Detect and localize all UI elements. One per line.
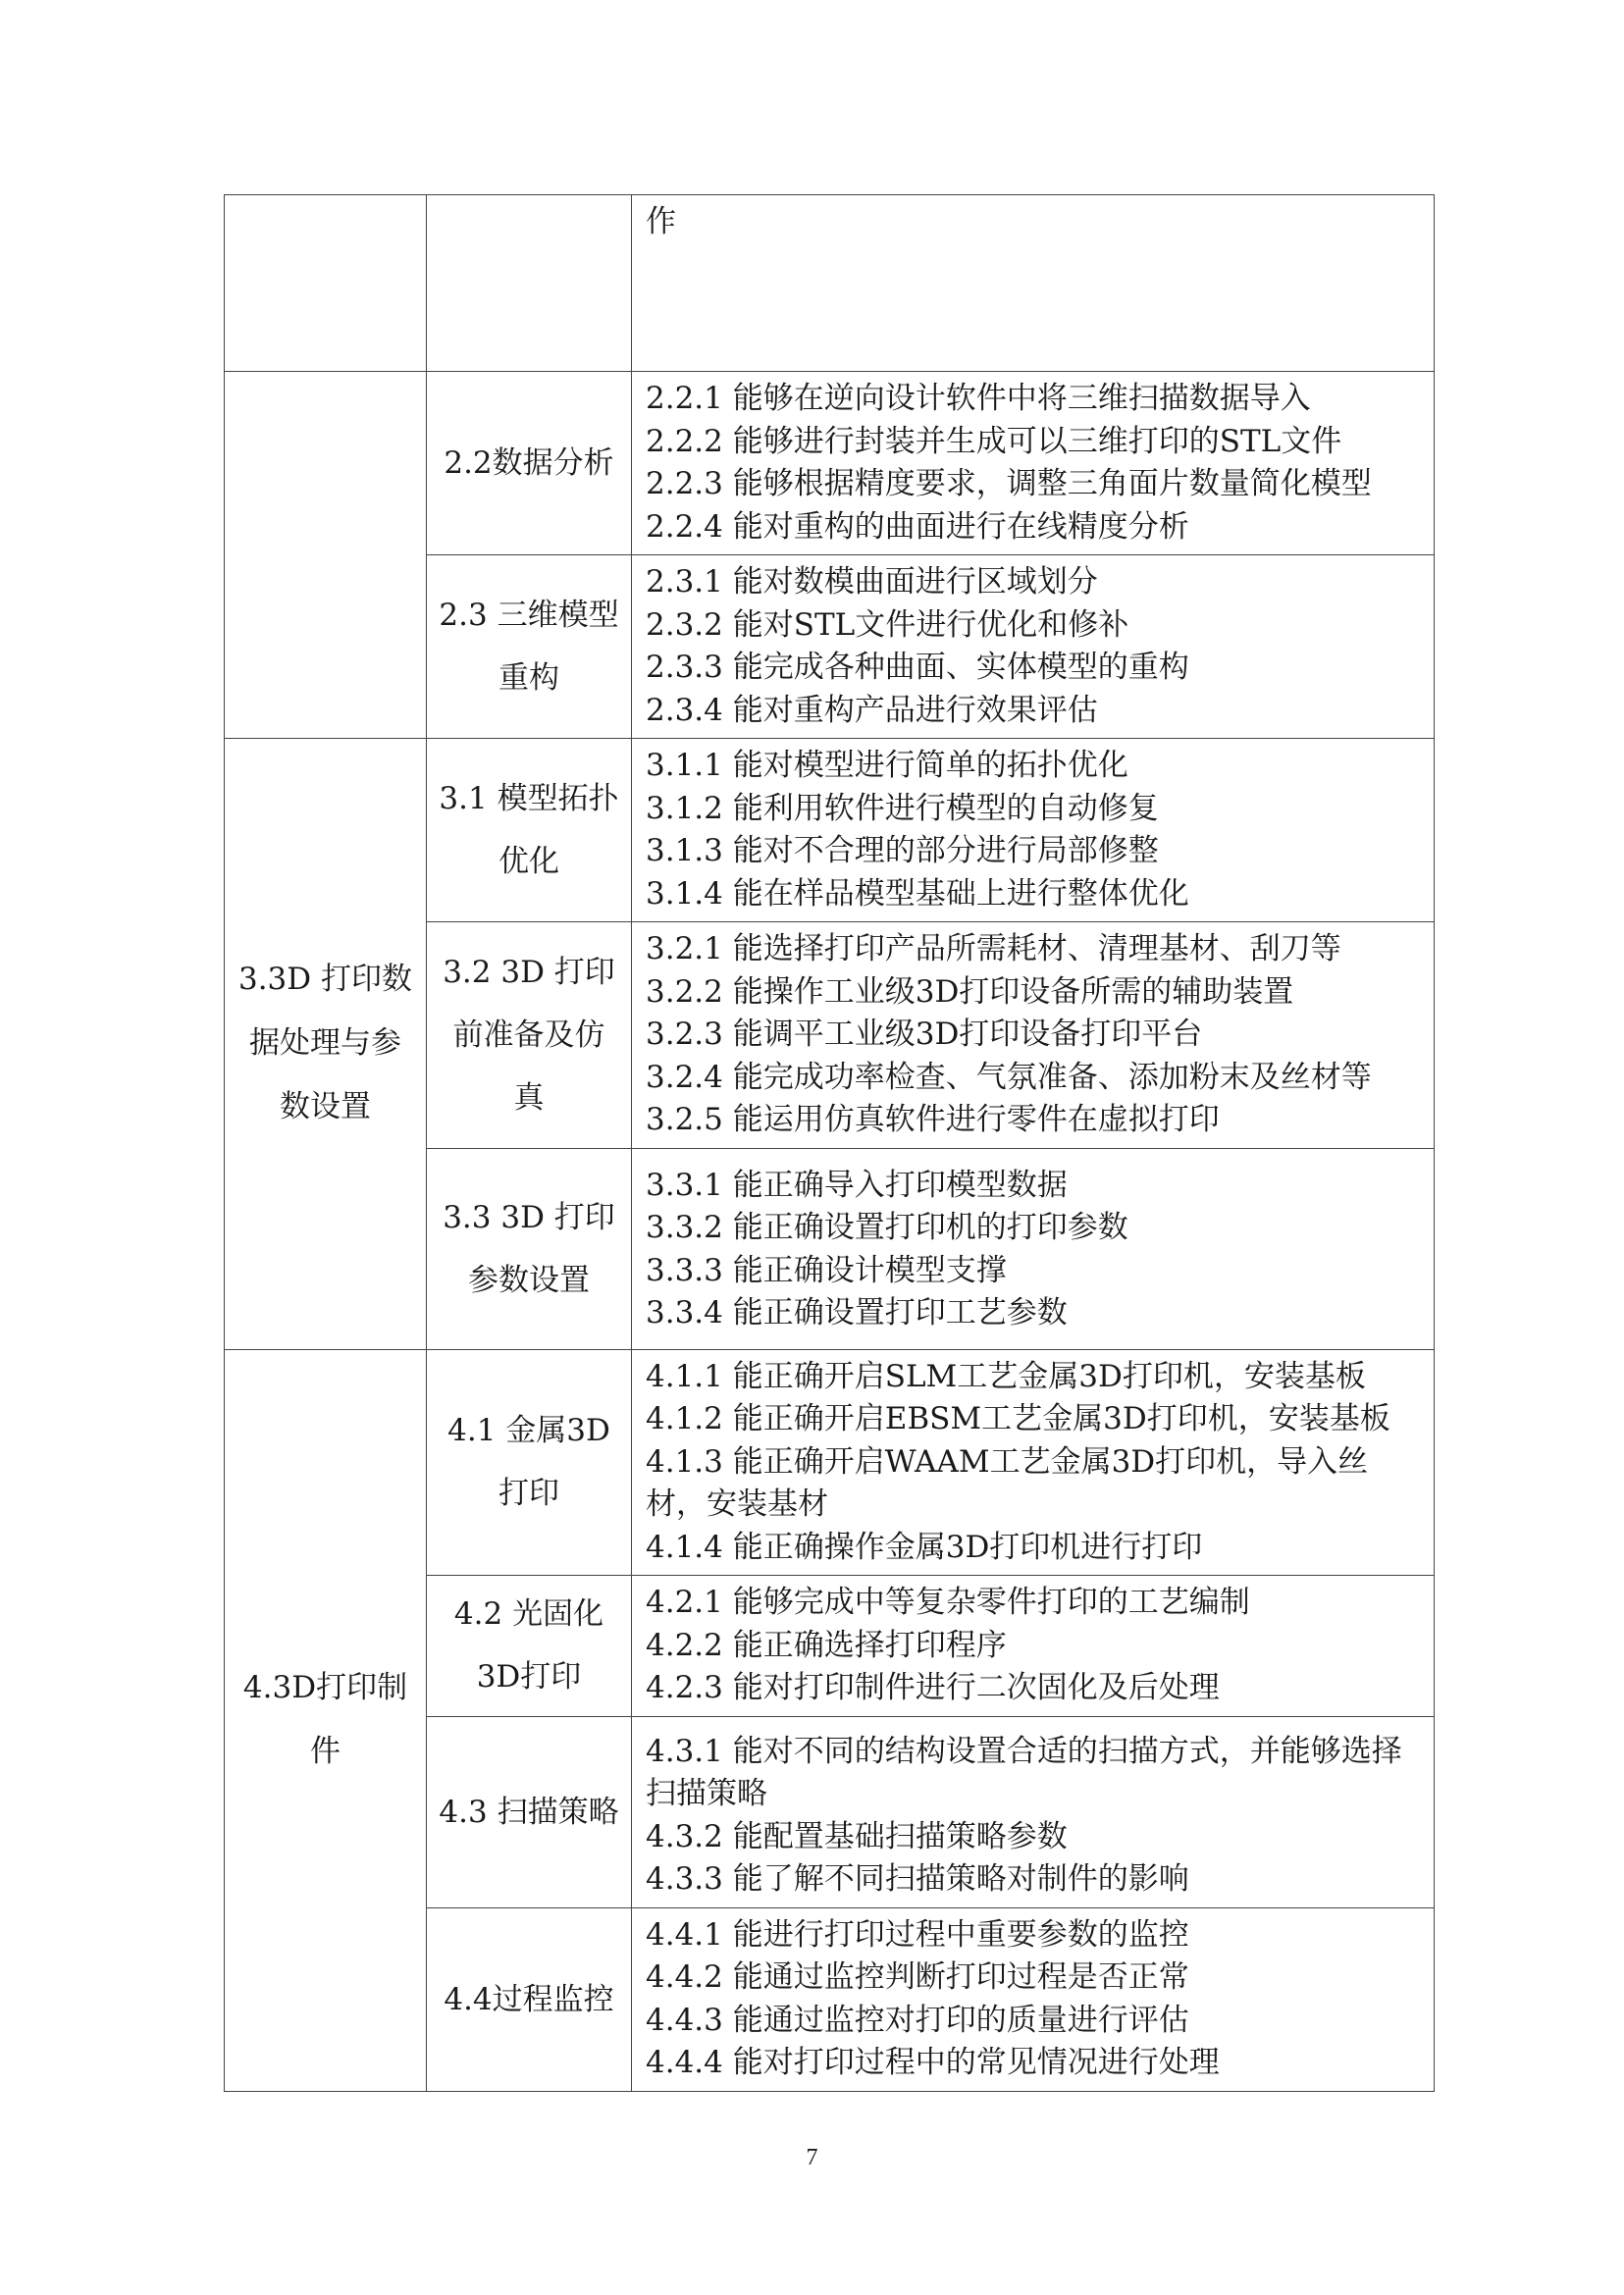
list-item: 4.2.1 能够完成中等复杂零件打印的工艺编制	[646, 1585, 1250, 1620]
continued-text: 作	[632, 195, 1435, 372]
table-row	[225, 372, 1435, 555]
section-title: 4.2 光固化3D打印	[427, 1576, 632, 1717]
table-row	[225, 739, 1435, 922]
item-list	[632, 1576, 1435, 1717]
section-title: 2.2数据分析	[427, 372, 632, 555]
list-item: 4.1.4 能正确操作金属3D打印机进行打印	[646, 1529, 1203, 1565]
list-item: 4.1.1 能正确开启SLM工艺金属3D打印机，安装基板	[646, 1358, 1366, 1394]
list-item: 2.2.1 能够在逆向设计软件中将三维扫描数据导入	[646, 381, 1311, 416]
list-item: 3.3.3 能正确设计模型支撑	[646, 1252, 1007, 1288]
category-title: 4.3D打印制件	[225, 1349, 427, 2091]
list-item: 3.3.1 能正确导入打印模型数据	[646, 1167, 1068, 1203]
section-title: 3.1 模型拓扑优化	[427, 739, 632, 922]
list-item: 4.1.2 能正确开启EBSM工艺金属3D打印机，安装基板	[646, 1401, 1390, 1436]
cell-empty	[225, 372, 427, 739]
list-item: 2.3.4 能对重构产品进行效果评估	[646, 692, 1098, 728]
item-list	[632, 1148, 1435, 1349]
item-list	[632, 1349, 1435, 1576]
item-list	[632, 922, 1435, 1149]
table-row	[225, 1349, 1435, 1576]
table-row	[225, 195, 1435, 372]
list-item: 2.3.1 能对数模曲面进行区域划分	[646, 564, 1098, 600]
item-list	[632, 555, 1435, 739]
list-item: 2.2.3 能够根据精度要求，调整三角面片数量简化模型	[646, 466, 1372, 501]
section-title: 2.3 三维模型重构	[427, 555, 632, 739]
list-item: 4.3.2 能配置基础扫描策略参数	[646, 1818, 1068, 1854]
list-item: 3.1.1 能对模型进行简单的拓扑优化	[646, 748, 1128, 783]
section-title: 4.4过程监控	[427, 1907, 632, 2091]
list-item: 4.4.4 能对打印过程中的常见情况进行处理	[646, 2045, 1220, 2080]
list-item: 3.2.3 能调平工业级3D打印设备打印平台	[646, 1017, 1203, 1052]
cell-empty	[225, 195, 427, 372]
list-item: 4.2.3 能对打印制件进行二次固化及后处理	[646, 1670, 1220, 1705]
section-title: 3.2 3D 打印前准备及仿真	[427, 922, 632, 1149]
item-list	[632, 372, 1435, 555]
category-title: 3.3D 打印数据处理与参数设置	[225, 739, 427, 1350]
item-list	[632, 1907, 1435, 2091]
list-item: 3.1.3 能对不合理的部分进行局部修整	[646, 833, 1159, 868]
section-title: 4.3 扫描策略	[427, 1716, 632, 1907]
list-item: 3.3.2 能正确设置打印机的打印参数	[646, 1210, 1128, 1245]
list-item: 4.2.2 能正确选择打印程序	[646, 1627, 1007, 1663]
list-item: 3.1.4 能在样品模型基础上进行整体优化	[646, 875, 1189, 912]
section-title: 3.3 3D 打印参数设置	[427, 1148, 632, 1349]
list-item: 3.2.4 能完成功率检查、气氛准备、添加粉末及丝材等	[646, 1059, 1372, 1095]
list-item: 4.4.2 能通过监控判断打印过程是否正常	[646, 1959, 1189, 1995]
page-number: 7	[806, 2145, 818, 2170]
list-item: 2.3.3 能完成各种曲面、实体模型的重构	[646, 650, 1189, 685]
list-item: 3.1.2 能利用软件进行模型的自动修复	[646, 790, 1159, 826]
list-item: 4.4.1 能进行打印过程中重要参数的监控	[646, 1916, 1189, 1953]
list-item: 4.3.1 能对不同的结构设置合适的扫描方式，并能够选择扫描策略	[646, 1733, 1402, 1811]
list-item: 4.1.3 能正确开启WAAM工艺金属3D打印机，导入丝材，安装基材	[646, 1443, 1369, 1522]
list-item: 2.3.2 能对STL文件进行优化和修补	[646, 606, 1129, 643]
list-item: 3.2.2 能操作工业级3D打印设备所需的辅助装置	[646, 973, 1294, 1010]
list-item: 3.3.4 能正确设置打印工艺参数	[646, 1295, 1068, 1330]
item-list	[632, 739, 1435, 922]
list-item: 2.2.4 能对重构的曲面进行在线精度分析	[646, 508, 1189, 545]
list-item: 4.3.3 能了解不同扫描策略对制件的影响	[646, 1861, 1189, 1897]
list-item: 3.2.5 能运用仿真软件进行零件在虚拟打印	[646, 1102, 1220, 1137]
section-title: 4.1 金属3D打印	[427, 1349, 632, 1576]
cell-empty	[427, 195, 632, 372]
item-list	[632, 1716, 1435, 1907]
list-item: 2.2.2 能够进行封装并生成可以三维打印的STL文件	[646, 423, 1342, 459]
list-item: 3.2.1 能选择打印产品所需耗材、清理基材、刮刀等	[646, 931, 1341, 966]
competency-table	[224, 194, 1435, 2092]
list-item: 4.4.3 能通过监控对打印的质量进行评估	[646, 2002, 1189, 2038]
